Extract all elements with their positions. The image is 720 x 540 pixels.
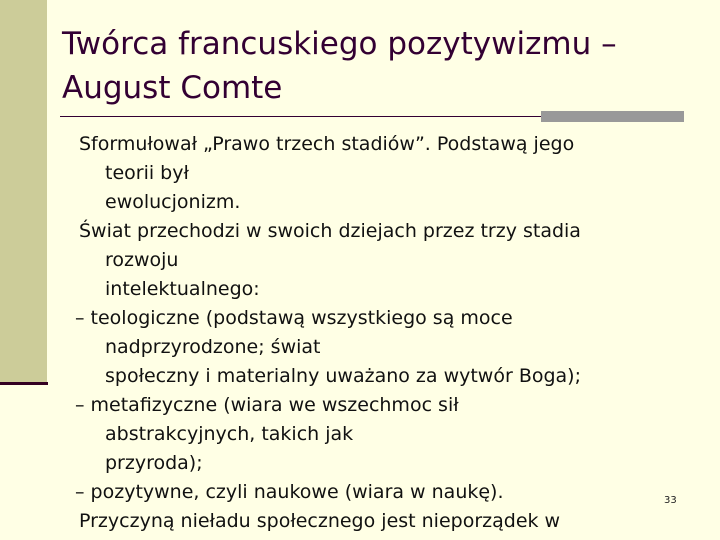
body-line: abstrakcyjnych, takich jak (105, 423, 354, 445)
body-line: Świat przechodzi w swoich dziejach przez trzy stadia (79, 220, 581, 242)
sidebar-decoration (0, 0, 47, 384)
body-line: Sformułował „Prawo trzech stadiów”. Podstawą jego (79, 133, 575, 155)
sidebar-underline (0, 382, 48, 385)
body-line: Przyczyną nieładu społecznego jest nieporządek w (79, 510, 561, 532)
body-line: społeczny i materialny uważano za wytwór Boga); (105, 365, 581, 387)
body-line: – teologiczne (podstawą wszystkiego są moce (75, 307, 513, 329)
body-line: ewolucjonizm. (105, 191, 241, 213)
body-line: przyroda); (105, 452, 203, 474)
body-line: rozwoju (105, 249, 179, 271)
body-line: intelektualnego: (105, 278, 260, 300)
accent-bar (541, 111, 684, 122)
body-line: nadprzyrodzone; świat (105, 336, 321, 358)
slide-title-line-2: August Comte (62, 70, 283, 106)
slide-number: 33 (664, 495, 677, 506)
slide-title (62, 22, 702, 110)
slide-body (75, 130, 699, 536)
body-line: – metafizyczne (wiara we wszechmoc sił (75, 394, 459, 416)
body-line: – pozytywne, czyli naukowe (wiara w naukę). (75, 481, 504, 503)
slide-title-line-1: Twórca francuskiego pozytywizmu – (62, 26, 617, 62)
body-line: teorii był (105, 162, 189, 184)
